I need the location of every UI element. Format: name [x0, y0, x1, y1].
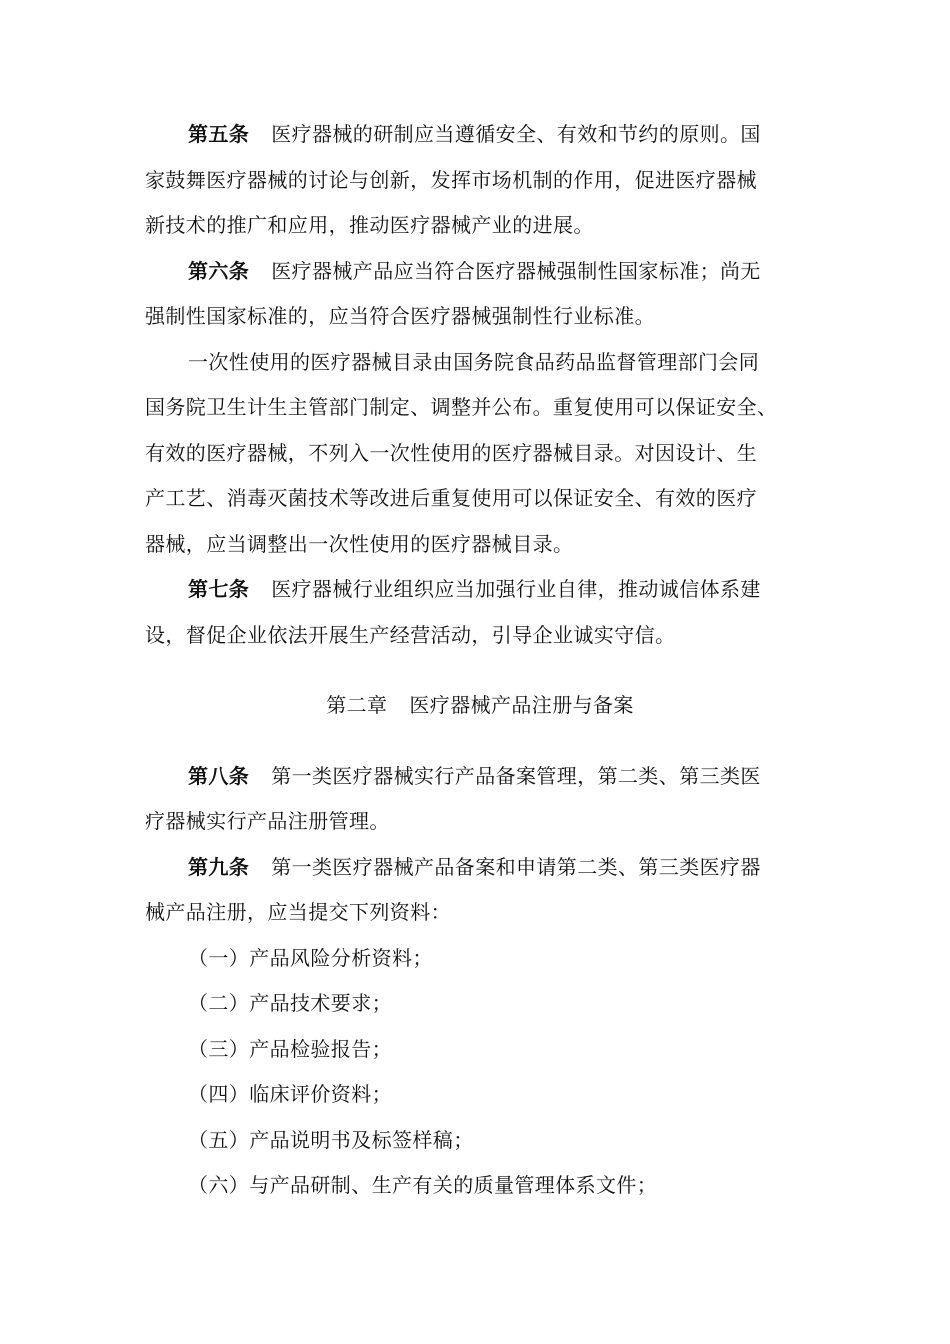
list-item: （三）产品检验报告；	[188, 1036, 392, 1061]
list-item: （一）产品风险分析资料；	[188, 945, 433, 970]
article-6-para2-line-3: 有效的医疗器械，不列入一次性使用的医疗器械目录。对因设计、生	[145, 440, 757, 465]
chapter-number: 第二章	[326, 693, 388, 717]
article-9-line-2: 械产品注册，应当提交下列资料：	[145, 900, 451, 924]
list-item: （二）产品技术要求；	[188, 991, 392, 1015]
article-6-line-2: 强制性国家标准的，应当符合医疗器械强制性行业标准。	[145, 304, 655, 328]
article-7	[145, 567, 795, 658]
chapter-heading	[145, 683, 795, 729]
article-8-heading: 第八条	[188, 763, 250, 788]
article-7-line-2: 设，督促企业依法开展生产经营活动，引导企业诚实守信。	[145, 622, 676, 647]
article-9-line-1	[145, 845, 795, 891]
article-5-heading: 第五条	[188, 122, 250, 146]
list-item: （五）产品说明书及标签样稿；	[188, 1127, 474, 1152]
article-6-heading: 第六条	[188, 258, 250, 283]
article-6-text-1: 医疗器械产品应当符合医疗器械强制性国家标准；尚无	[271, 258, 761, 283]
article-5-line-1	[145, 112, 795, 158]
list-item: （六）与产品研制、生产有关的质量管理体系文件；	[188, 1173, 658, 1197]
article-9	[145, 845, 795, 1209]
article-9-text-1: 第一类医疗器械产品备案和申请第二类、第三类医疗器	[271, 854, 761, 879]
article-6-para2-line-1: 一次性使用的医疗器械目录由国务院食品药品监督管理部门会同	[188, 349, 760, 374]
article-8-line-1	[145, 754, 795, 800]
article-6-line-1	[145, 249, 795, 295]
article-7-heading: 第七条	[188, 577, 250, 601]
article-6	[145, 249, 795, 568]
article-5-line-3: 新技术的推广和应用，推动医疗器械产业的进展。	[145, 213, 594, 237]
article-7-text-1: 医疗器械行业组织应当加强行业自律，推动诚信体系建	[271, 577, 761, 601]
article-5-text-1: 医疗器械的研制应当遵循安全、有效和节约的原则。国	[271, 122, 761, 146]
chapter-title: 医疗器械产品注册与备案	[409, 693, 634, 717]
list-item: （四）临床评价资料；	[188, 1082, 392, 1106]
article-6-para2-line-5: 器械，应当调整出一次性使用的医疗器械目录。	[145, 531, 574, 556]
article-8-line-2: 疗器械实行产品注册管理。	[145, 809, 390, 833]
document-body	[145, 112, 795, 1209]
article-6-para2-line-2: 国务院卫生计生主管部门制定、调整并公布。重复使用可以保证安全、	[145, 395, 778, 419]
article-7-line-1	[145, 567, 795, 613]
article-5-line-2: 家鼓舞医疗器械的讨论与创新，发挥市场机制的作用，促进医疗器械	[145, 167, 757, 192]
article-8	[145, 754, 795, 845]
article-5	[145, 112, 795, 249]
article-9-heading: 第九条	[188, 854, 250, 879]
article-6-para2-line-4: 产工艺、消毒灭菌技术等改进后重复使用可以保证安全、有效的医疗	[145, 486, 757, 510]
article-8-text-1: 第一类医疗器械实行产品备案管理，第二类、第三类医	[271, 763, 761, 788]
